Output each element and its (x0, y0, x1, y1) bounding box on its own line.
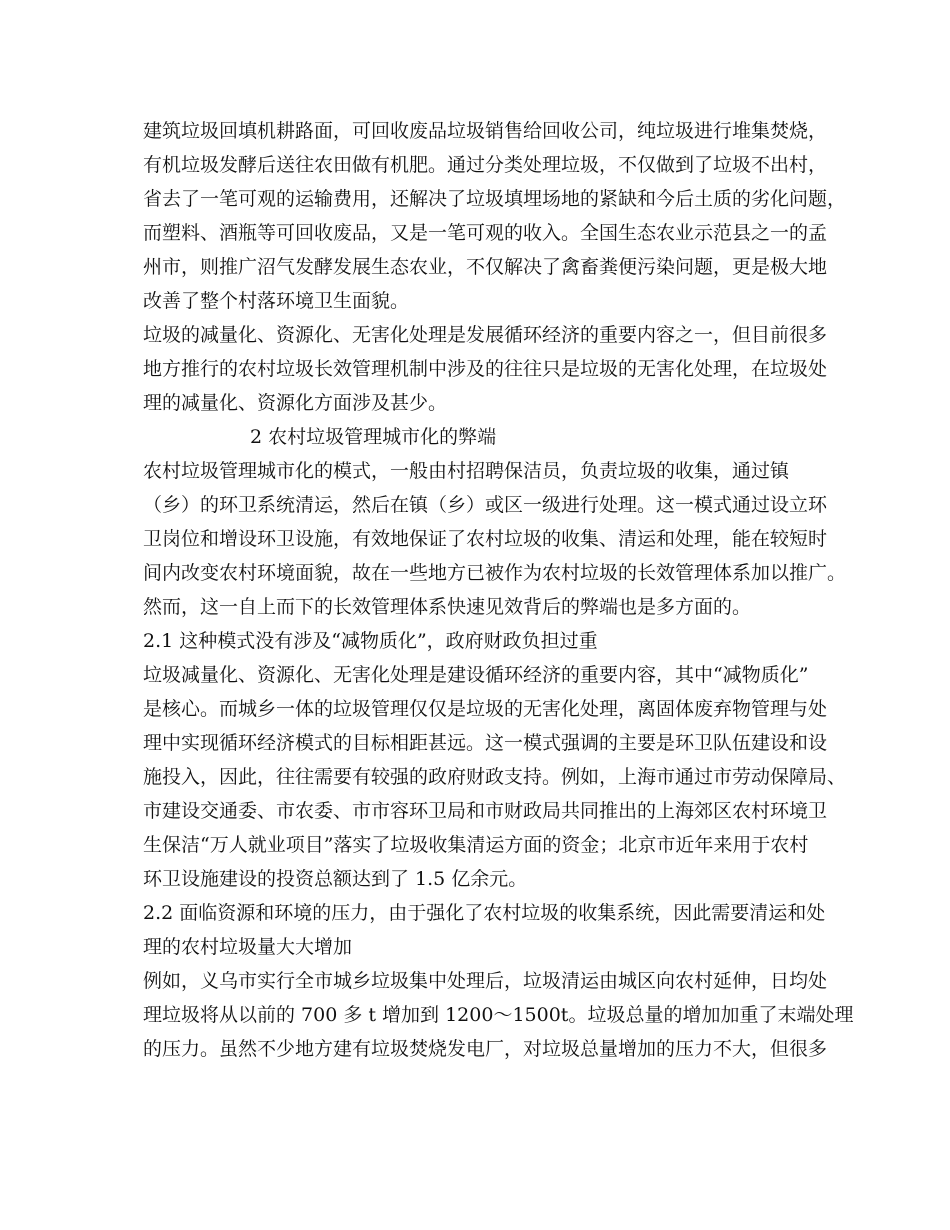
paragraph-line: 市建设交通委、市农委、市市容环卫局和市财政局共同推出的上海郊区农村环境卫 (143, 800, 828, 822)
paragraph-line: 施投入，因此，往往需要有较强的政府财政支持。例如，上海市通过市劳动保障局、 (143, 766, 847, 788)
paragraph-line: 而塑料、酒瓶等可回收废品，又是一笔可观的收入。全国生态农业示范县之一的孟 (143, 222, 828, 244)
paragraph-line: 垃圾的减量化、资源化、无害化处理是发展循环经济的重要内容之一，但目前很多 (143, 324, 828, 346)
paragraph-line: 建筑垃圾回填机耕路面，可回收废品垃圾销售给回收公司，纯垃圾进行堆集焚烧， (143, 120, 828, 142)
paragraph-line: （乡）的环卫系统清运，然后在镇（乡）或区一级进行处理。这一模式通过设立环 (143, 494, 828, 516)
paragraph-line: 改善了整个村落环境卫生面貌。 (143, 290, 410, 312)
paragraph-line: 卫岗位和增设环卫设施，有效地保证了农村垃圾的收集、清运和处理，能在较短时 (143, 528, 828, 550)
paragraph-line: 省去了一笔可观的运输费用，还解决了垃圾填埋场地的紧缺和今后土质的劣化问题， (143, 188, 847, 210)
subsection-heading: 2.2 面临资源和环境的压力，由于强化了农村垃圾的收集系统，因此需要清运和处 (143, 902, 826, 924)
subsection-heading: 2.1 这种模式没有涉及“减物质化”，政府财政负担过重 (143, 630, 598, 652)
paragraph-line: 地方推行的农村垃圾长效管理机制中涉及的往往只是垃圾的无害化处理，在垃圾处 (143, 358, 828, 380)
paragraph-line: 例如，义乌市实行全市城乡垃圾集中处理后，垃圾清运由城区向农村延伸，日均处 (143, 970, 828, 992)
paragraph-line: 的压力。虽然不少地方建有垃圾焚烧发电厂，对垃圾总量增加的压力不大，但很多 (143, 1038, 828, 1060)
paragraph-line: 然而，这一自上而下的长效管理体系快速见效背后的弊端也是多方面的。 (143, 596, 752, 618)
paragraph-line: 州市，则推广沼气发酵发展生态农业，不仅解决了禽畜粪便污染问题，更是极大地 (143, 256, 828, 278)
paragraph-line: 间内改变农村环境面貌，故在一些地方已被作为农村垃圾的长效管理体系加以推广。 (143, 562, 847, 584)
paragraph-line: 理垃圾将从以前的 700 多 t 增加到 1200～1500t。垃圾总量的增加加重了末端处理 (143, 1004, 854, 1026)
subsection-heading-continued: 理的农村垃圾量大大增加 (143, 936, 353, 958)
section-heading: 2 农村垃圾管理城市化的弊端 (250, 426, 497, 448)
paragraph-line: 有机垃圾发酵后送往农田做有机肥。通过分类处理垃圾，不仅做到了垃圾不出村， (143, 154, 828, 176)
paragraph-line: 理中实现循环经济模式的目标相距甚远。这一模式强调的主要是环卫队伍建设和设 (143, 732, 828, 754)
paragraph-line: 农村垃圾管理城市化的模式，一般由村招聘保洁员，负责垃圾的收集，通过镇 (143, 460, 790, 482)
paragraph-line: 生保洁“万人就业项目”落实了垃圾收集清运方面的资金；北京市近年来用于农村 (143, 834, 809, 856)
paragraph-line: 理的减量化、资源化方面涉及甚少。 (143, 392, 448, 414)
paragraph-line: 是核心。而城乡一体的垃圾管理仅仅是垃圾的无害化处理，离固体废弃物管理与处 (143, 698, 828, 720)
paragraph-line: 环卫设施建设的投资总额达到了 1.5 亿余元。 (143, 868, 528, 890)
paragraph-line: 垃圾减量化、资源化、无害化处理是建设循环经济的重要内容，其中“减物质化” (143, 664, 809, 686)
